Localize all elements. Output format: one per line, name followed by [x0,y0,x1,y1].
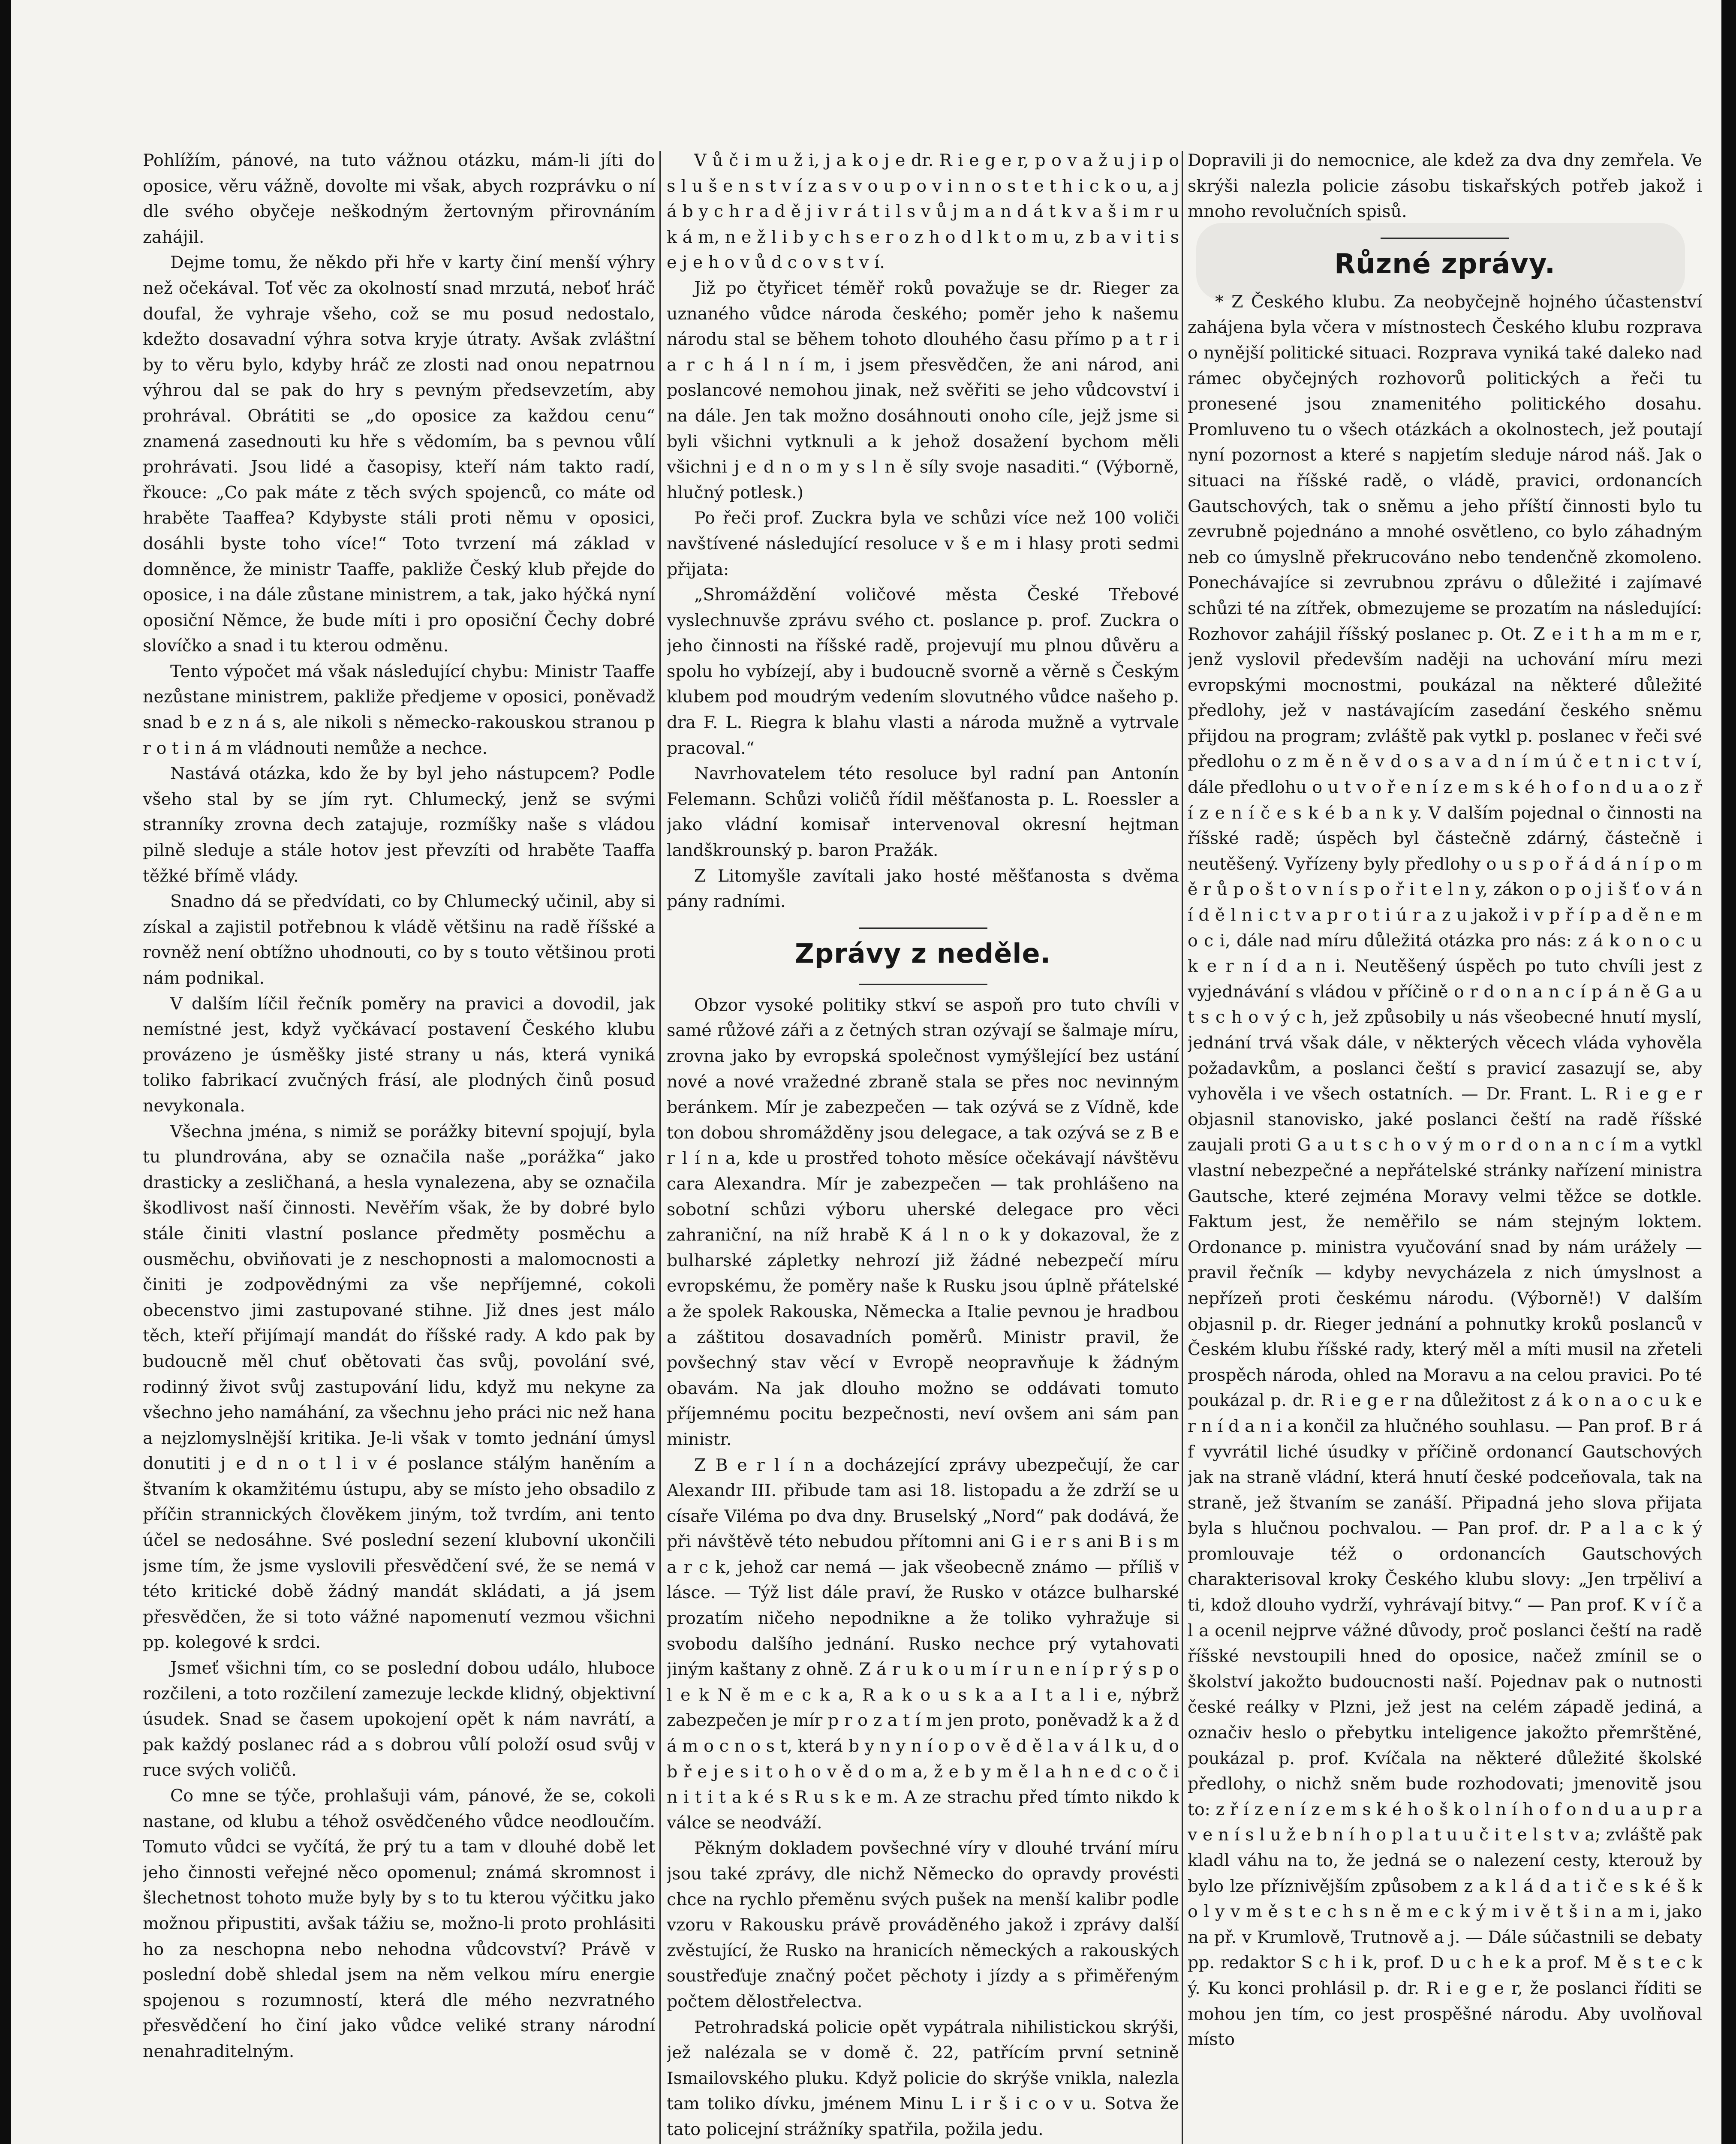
paragraph: „Shromáždění voličové města České Třebové vyslechnuvše zprávu svého ct. poslance p. prof. Zuckra o jeho činnosti na říšské radě, projevují mu plnou důvěru a spolu ho vybízejí, aby i budoucně svorně a věrně s Českým klubem pod moudrým vedením slovutného vůdce našeho p. dra F. L. Riegra k blahu vlasti a národa mužně a vytrvale pracoval.“ [667,585,1179,758]
column-3 [1188,148,1702,2144]
paragraph: Pěkným dokladem povšechné víry v dlouhé trvání míru jsou také zprávy, dle nichž Německo do opravdy provésti chce na rychlo přeměnu svých pušek na menší kalibr podle vzoru v Rakousku právě prováděného jakož i zprávy další zvěstující, že Rusko na hranicích německých a rakouských soustřeďuje značný počet pěchoty i jízdy a s přiměřeným počtem dělostřelectva. [667,1838,1179,2012]
paragraph: Tento výpočet má však následující chybu: Ministr Taaffe nezůstane ministrem, pakliže předjeme v oposici, poněvadž snad b e z n á s, ale nikoli s německo-rakouskou stranou p r o t i n á m vládnouti nemůže a nechce. [143,661,655,758]
section-rule [859,984,987,985]
paragraph: Obzor vysoké politiky stkví se aspoň pro tuto chvíli v samé růžové záři a z četných stran ozývají se šalmaje míru, zrovna jako by evropská společnost vymýšlející bez ustání nové a nové vražedné zbraně stala se přes noc nevinným beránkem. Mír je zabezpečen — tak ozývá se z Vídně, kde ton dobou shromážděny jsou delegace, a tak ozývá se z B e r l í n a, kde u prostřed tohoto měsíce očekávají návštěvu cara Alexandra. Mír je zabezpečen — tak prohlášeno na sobotní schůzi výboru uherské delegace pro věci zahraniční, na níž hrabě K á l n o k y dokazoval, že z bulharské zápletky nehrozí již žádné nebezpečí míru evropskému, že poměry naše k Rusku jsou úplně přátelské a že spolek Rakouska, Německa a Italie pevnou je hradbou a záštitou dosavadních poměrů. Ministr pravil, že povšechný stav věcí v Evropě neopravňuje k žádným obavám. Na jak dlouho možno se oddávati tomuto příjemnému pocitu bezpečnosti, neví ovšem ani sám pan ministr. [667,995,1179,1449]
paragraph: Dopravili ji do nemocnice, ale kdež za dva dny zemřela. Ve skrýši nalezla policie zásobu tiskařských potřeb jakož i mnoho revolučních spisů. [1188,151,1702,222]
paragraph: Navrhovatelem této resoluce byl radní pan Antonín Felemann. Schůzi voličů řídil měšťanosta p. L. Roessler a jako vládní komisař intervenoval okresní hejtman landškrounský p. baron Pražák. [667,764,1179,861]
column-rule-1 [659,151,661,2144]
paragraph: Po řeči prof. Zuckra byla ve schůzi více než 100 voliči navštívené následující resoluce v š e m i hlasy proti sedmi přijata: [667,508,1179,579]
scan-edge-left [0,0,11,2144]
section-rule [859,927,987,929]
column-rule-2 [1182,151,1183,2144]
scan-edge-right [1721,0,1736,2144]
paragraph: Jsmeť všichni tím, co se poslední dobou událo, hluboce rozčileni, a toto rozčilení zamezuje leckde klidný, objektivní úsudek. Snad se časem upokojení opět k nám navrátí, a pak každý poslanec rád a s dobrou vůlí položí osud svůj v ruce svých voličů. [143,1658,655,1780]
paragraph: Nastává otázka, kdo že by byl jeho nástupcem? Podle všeho stal by se jím ryt. Chlumecký, jenž se svými stranníky zrovna dech zatajuje, rozmíšky naše s vládou pilně sleduje a stále hotov jest převzíti od hraběte Taaffa těžké břímě vlády. [143,764,655,886]
paragraph: V dalším líčil řečník poměry na pravici a dovodil, jak nemístné jest, když vyčkávací postavení Českého klubu provázeno je úsměšky jisté strany u nás, která vyniká toliko fabrikací zvučných frásí, ale plodných činů posud nevykonala. [143,994,655,1116]
paragraph: Petrohradská policie opět vypátrala nihilistickou skrýši, jež nalézala se v domě č. 22, patřícím první setnině Ismailovského pluku. Když policie do skrýše vnikla, nalezla tam toliko dívku, jménem Minu L i r š i c o v u. Sotva že tato policejní strážníky spatřila, požila jedu. [667,2017,1179,2139]
section-rule [1381,238,1509,239]
paragraph: Z Litomyšle zavítali jako hosté měšťanosta s dvěma pány radními. [667,866,1179,912]
column-2 [667,148,1179,2144]
paragraph: Z B e r l í n a docházející zprávy ubezpečují, že car Alexandr III. přibude tam asi 18. listopadu a že zdrží se u císaře Viléma po dva dny. Bruselský „Nord“ pak dodává, že při návštěvě této nebudou přítomni ani G i e r s ani B i s m a r c k, jehož car nemá — jak všeobecně známo — příliš v lásce. — Týž list dále praví, že Rusko v otázce bulharské prozatím ničeho nepodnikne a že toliko vyhražuje si svobodu dalšího jednání. Rusko nechce prý vytahovati jiným kaštany z ohně. Z á r u k o u m í r u n e n í p r ý s p o l e k N ě m e c k a, R a k o u s k a a I t a l i e, nýbrž zabezpečen je mír p r o z a t í m jen proto, poněvadž k a ž d á m o c n o s t, která b y n y n í o p o v ě d ě l a v á l k u, d o b ř e j e s i t o h o v ě d o m a, ž e b y m ě l a h n e d c o č i n i t i t a k é s R u s k e m. A ze strachu před tímto nikdo k válce se neodváží. [667,1455,1179,1833]
spacer [1188,282,1702,289]
column-1 [143,148,655,2144]
paragraph: Dejme tomu, že někdo při hře v karty činí menší výhry než očekával. Toť věc za okolností snad mrzutá, neboť hráč doufal, že vyhraje všeho, což se mu posud nedostalo, kdežto dosavadní výhra sotva kryje útraty. Avšak zvláštní by to věru bylo, kdyby hráč ze zlosti nad onou nepatrnou výhrou dal se pak do hry s pevným předsevzetím, aby prohrával. Obrátiti se „do oposice za každou cenu“ znamená zasednouti ku hře s vědomím, ba s pevnou vůlí prohrávati. Jsou lidé a časopisy, kteří nám takto radí, řkouce: „Co pak máte z těch svých spojenců, co máte od hraběte Taaffea? Kdybyste stáli proti němu v oposici, dosáhli byste toho více!“ Toto tvrzení má základ v domněnce, že ministr Taaffe, pakliže Český klub přejde do oposice, i na dále zůstane ministrem, a tak, jako hýčká nyní oposiční Němce, že bude míti i pro oposiční Čechy dobré slovíčko a snad i tu kterou odměnu. [143,253,655,656]
paragraph: Snadno dá se předvídati, co by Chlumecký učinil, aby si získal a zajistil potřebnou k vládě většinu na radě říšské a rovněž není obtížno uhodnouti, co by s touto většinou proti nám podnikal. [143,891,655,988]
paragraph: Pohlížím, pánové, na tuto vážnou otázku, mám-li jíti do oposice, věru vážně, dovolte mi však, abych rozprávku o ní dle svého obyčeje neškodným žertovným přirovnáním zahájil. [143,151,655,247]
paragraph: * Z Českého klubu. Za neobyčejně hojného účastenství zahájena byla včera v místnostech Českého klubu rozprava o nynější politické situaci. Rozprava vyniká také daleko nad rámec obyčejných rozhovorů politických a řeči tu pronesené jsou znamenitého politického dosahu. Promluveno tu o všech otázkách a okolnostech, jež poutají nyní pozornost a které s napjetím sleduje národ náš. Jak o situaci na říšské radě, o vládě, pravici, ordonancích Gautschových, tak o sněmu a jeho příští činnosti bylo tu zevrubně pojednáno a mnohé osvětleno, co bylo záhadným neb co úmyslně překrucováno nebo tendenčně zkomoleno. Ponechávajíce si zevrubnou zprávu o důležité i zajímavé schůzi té na zítřek, obmezujeme se prozatím na následující: Rozhovor zahájil říšský poslanec p. Ot. Z e i t h a m m e r, jenž vyslovil především naději na uchování míru mezi evropskými mocnostmi, poukázal na některé důležité předlohy, jež v nastávajícím zasedání českého sněmu přijdou na program; zvláště pak vytkl p. poslanec v řeči své předlohu o z m ě n ě v d o s a v a d n í m ú č e t n i c t v í, dále předlohu o u t v o ř e n í z e m s k é h o f o n d u a o z ř í z e n í č e s k é b a n k y. V dalším pojednal o činnosti na říšské radě; úspěch byl částečně zdárný, částečně i neutěšený. Vyřízeny byly předlohy o u s p o ř á d á n í p o m ě r ů p o š t o v n í s p o ř i t e l n y, zákon o p o j i š ť o v á n í d ě l n i c t v a p r o t i ú r a z u jakož i v p ř í p a d ě n e m o c i, dále nad míru důležitá otázka pro nás: z á k o n o c u k e r n í d a n i. Neutěšený úspěch po tuto chvíli jest z vyjednávání s vládou v příčině o r d o n a n c í p á n ě G a u t s c h o v ý c h, jež způsobily u nás všeobecné hnutí myslí, jednání trvá však dále, v některých věcech vláda vyhověla požadavkům, a poslanci čeští s pravicí zasazují se, aby vyhověla i ve všech ostatních. — Dr. Frant. L. R i e g e r objasnil stanovisko, jaké poslanci čeští na radě říšské zaujali proti G a u t s c h o v ý m o r d o n a n c í m a vytkl vlastní nebezpečné a nepřátelské stránky nařízení ministra Gautsche, které zejména Moravy velmi těžce se dotkle. Faktum jest, že neměřilo se nám stejným loktem. Ordonance p. ministra vyučování snad by nám urážely — pravil řečník — kdyby nevycházela z nich úmyslnost a nepřízeň proti českému národu. (Výborně!) V dalším objasnil p. dr. Rieger jednání a pohnutky kroků poslanců v Českém klubu říšské rady, který měl a míti musil na zřeteli prospěch národa, ohled na Moravu a na celou pravici. Po té poukázal p. dr. R i e g e r na důležitost z á k o n a o c u k e r n í d a n i a končil za hlučného souhlasu. — Pan prof. B r á f vyvrátil liché úsudky v příčině ordonancí Gautschových jak na straně vládní, která hnutí české podceňovala, tak na straně, jež štvaním se zanáší. Připadná jeho slova přijata byla s hlučnou pochvalou. — Pan prof. dr. P a l a c k ý promlouvaje též o ordonancích Gautschových charakterisoval kroky Českého klubu slovy: „Jen trpěliví a ti, kdož dlouho vydrží, vyhrávají bitvy.“ — Pan prof. K v í č a l a ocenil nejprve vážné důvody, proč poslanci čeští na radě říšské nevstoupili hned do oposice, načež zmínil se o školství jakožto budoucnosti naší. Pojednav pak o nutnosti české reálky v Plzni, jež jest na celém západě jediná, a označiv heslo o přebytku inteligence jakožto přemrštěné, poukázal p. prof. Kvíčala na některé důležité školské předlohy, o nichž sněm bude rozhodovati; jmenovitě jsou to: z ř í z e n í z e m s k é h o š k o l n í h o f o n d u a u p r a v e n í s l u ž e b n í h o p l a t u u č i t e l s t v a; zvláště pak kladl váhu na to, že jedná se o nalezení cesty, kterouž by bylo lze příznivějším způsobem z a k l á d a t i č e s k é š k o l y v m ě s t e c h s n ě m e c k ý m i v ě t š i n a m i, jako na př. v Krumlově, Trutnově a j. — Dále súčastnili se debaty pp. redaktor S c h i k, prof. D u c h e k a prof. M ě s t e c k ý. Ku konci prohlásil p. dr. R i e g e r, že poslanci říditi se mohou jen tím, co jest prospěšné národu. Aby uvolňoval místo [1188,292,1702,2050]
paragraph: Již po čtyřicet téměř roků považuje se dr. Rieger za uznaného vůdce národa českého; poměr jeho k našemu národu stal se během tohoto dlouhého času přímo p a t r i a r c h á l n í m, i jsem přesvědčen, že ani národ, ani poslancové nemohou jinak, než svěřiti se jeho vůdcovství i na dále. Jen tak možno dosáhnouti onoho cíle, jejž jsme si byli všichni vytknuli a k jehož dosažení bychom měli všichni j e d n o m y s l n ě síly svoje nasaditi.“ (Výborně, hlučný potlesk.) [667,278,1179,503]
paragraph: V ů č i m u ž i, j a k o j e dr. R i e g e r, p o v a ž u j i p o s l u š e n s t v í z a s v o u p o v i n n o s t e t h i c k o u, a j á b y c h r a d ě j i v r á t i l s v ů j m a n d á t k v a š i m r u k á m, n e ž l i b y c h s e r o z h o d l k t o m u, z b a v i t i s e j e h o v ů d c o v s t v í. [667,151,1179,273]
paragraph: Co mne se týče, prohlašuji vám, pánové, že se, cokoli nastane, od klubu a téhož osvědčeného vůdce neodloučím. Tomuto vůdci se vyčítá, že prý tu a tam v dlouhé době let jeho činnosti veřejné něco opomenul; známá skromnost i šlechetnost tohoto muže byly by s to tu kterou výčitku jako možnou připustiti, avšak tážiu se, možno-li proto prohlásiti ho za neschopna nebo nehodna vůdcovství? Právě v poslední době shledal jsem na něm velkou míru energie spojenou s rozumností, která dle mého nezvratného přesvědčení ho činí jako vůdce veliké strany národní nenahraditelným. [143,1786,655,2061]
paragraph: Všechna jména, s nimiž se porážky bitevní spojují, byla tu plundrována, aby se označila naše „porážka“ jako drasticky a zesličhaná, a hesla vynalezena, aby se označila škodlivost naší činnosti. Nevěřím však, že by dobré bylo stále činiti vlastní poslance předměty posměchu a ousměchu, obviňovati je z neschopnosti a malomocnosti a činiti je zodpovědnými za vše nepříjemné, cokoli obecenstvo jimi zastupované stihne. Již dnes jest málo těch, kteří přijímají mandát do říšské rady. A kdo pak by budoucně měl chuť obětovati čas svůj, povolání své, rodinný život svůj zastupování lidu, když mu nekyne za všechno jeho namáhání, za všechnu jeho práci nic než hana a nejzlomyslnější kritika. Je-li však v tomto jednání úmysl donutiti j e d n o t l i v é poslance stálým haněním a štvaním k okamžitému ústupu, aby se místo jeho obsadilo z příčin strannických člověkem jiným, tož tvrdím, ani tento účel se nedosáhne. Své poslední sezení klubovní ukončili jsme tím, že jsme vyslovili přesvědčení své, že se nemá v této kritické době žádný mandát skládati, a já jsem přesvědčen, že si toto vážné napomenutí vezmou všichni pp. kolegové k srdci. [143,1121,655,1653]
section-heading-ruzne-zpravy: Různé zprávy. [1334,248,1556,280]
section-heading-zpravy-z-nedele: Zprávy z neděle. [794,937,1051,969]
